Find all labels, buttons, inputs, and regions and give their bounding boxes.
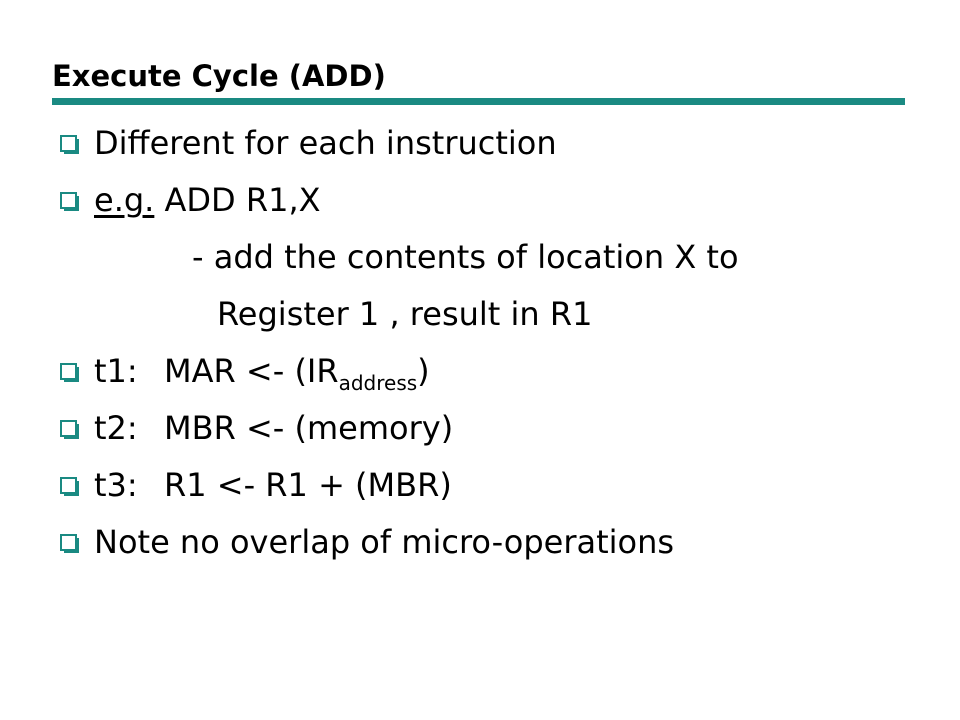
bullet-item: [60, 346, 940, 403]
bullet-item: [60, 460, 940, 517]
bullet-text: [94, 346, 430, 396]
step-text: R1 <- R1 + (MBR): [164, 466, 452, 504]
bullet-text: [94, 175, 321, 225]
square-bullet-icon: [60, 135, 80, 155]
bullet-text-rest: ADD R1,X: [154, 181, 321, 219]
bullet-text: [94, 403, 453, 453]
bullet-item: [60, 118, 940, 175]
step-tag: t1:: [94, 352, 138, 390]
bullet-text: [94, 460, 452, 510]
bullet-item: [60, 175, 940, 232]
subscript: address: [338, 371, 418, 395]
square-bullet-icon: [60, 420, 80, 440]
sub-line-text: Register 1 , result in R1: [217, 295, 593, 333]
sub-line-text: - add the contents of location X to: [192, 238, 739, 276]
sub-line: [60, 289, 940, 346]
bullet-item: [60, 517, 940, 574]
square-bullet-icon: [60, 534, 80, 554]
bullet-item: [60, 403, 940, 460]
sub-line: [60, 232, 940, 289]
slide-title: Execute Cycle (ADD): [52, 59, 386, 93]
step-text-close: ): [417, 352, 430, 390]
bullet-text: Note no overlap of micro-operations: [94, 523, 675, 561]
square-bullet-icon: [60, 363, 80, 383]
eg-link[interactable]: e.g.: [94, 181, 155, 219]
bullet-list: [60, 118, 940, 574]
step-text: MAR <- (IR: [164, 352, 339, 390]
bullet-text: Different for each instruction: [94, 124, 557, 162]
square-bullet-icon: [60, 477, 80, 497]
step-text: MBR <- (memory): [164, 409, 454, 447]
square-bullet-icon: [60, 192, 80, 212]
step-tag: t3:: [94, 466, 138, 504]
step-tag: t2:: [94, 409, 138, 447]
title-underline-bar: [52, 98, 905, 105]
